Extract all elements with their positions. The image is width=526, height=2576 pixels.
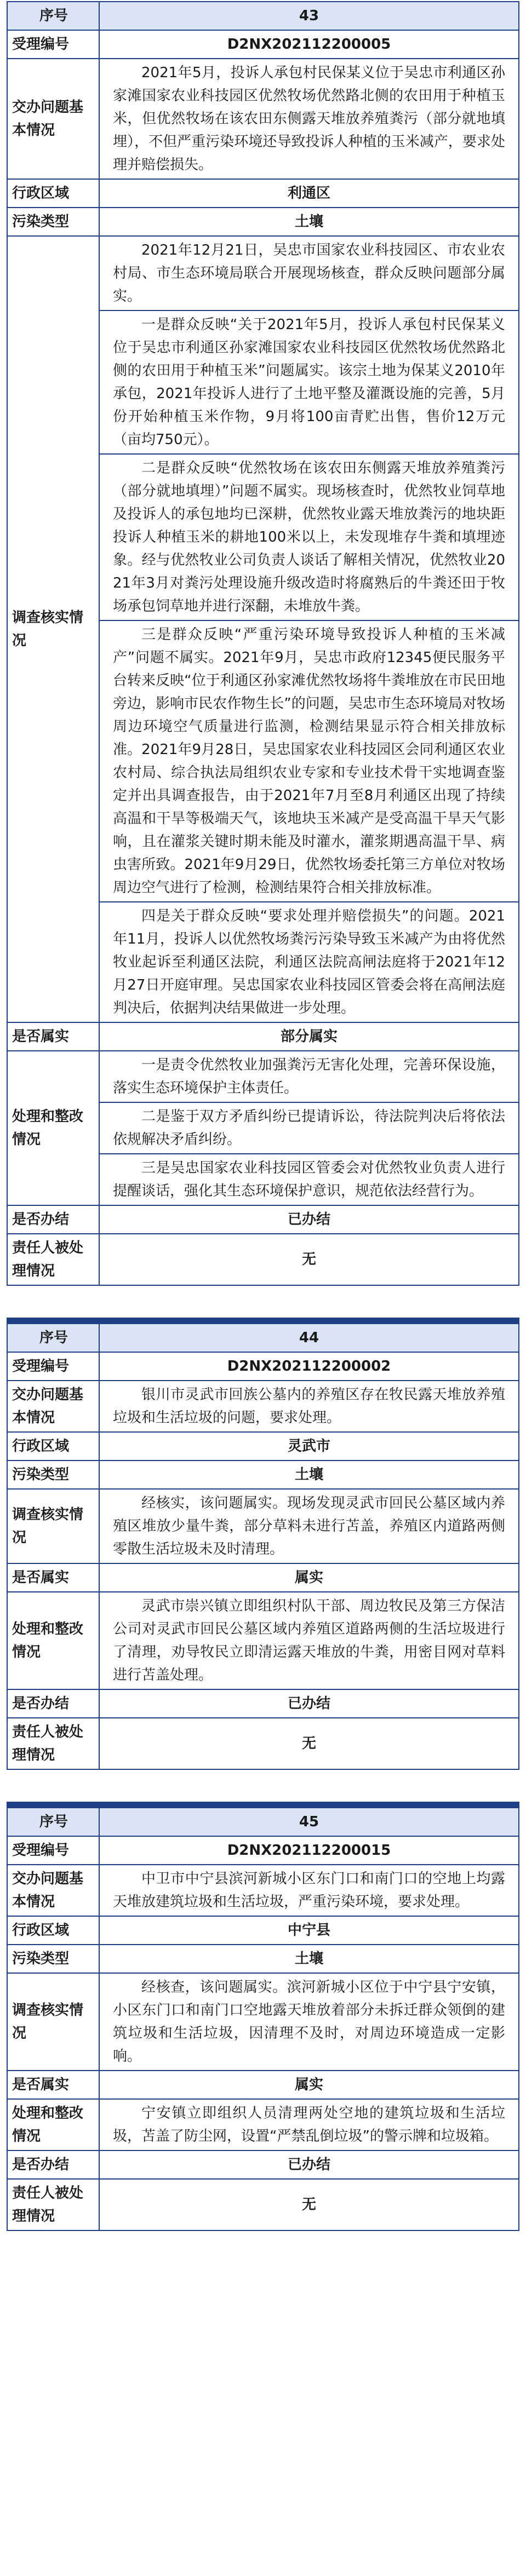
case-no-label: 受理编号: [7, 1836, 99, 1865]
serial-row: [7, 1808, 519, 1836]
case-no-value: D2NX202112200005: [99, 30, 519, 59]
case-no-row: [7, 30, 519, 59]
serial-value: 43: [99, 2, 519, 30]
region-value: 灵武市: [99, 1432, 519, 1461]
serial-label: 序号: [7, 2, 99, 30]
handling-paragraph: 三是吴忠国家农业科技园区管委会对优然牧业负责人进行提醒谈话，强化其生态环境保护意识，规范依法经营行为。: [99, 1154, 519, 1205]
pollution-label: 污染类型: [7, 1461, 99, 1489]
verified-row: [7, 1563, 519, 1592]
accountable-row: [7, 1234, 519, 1285]
section-gap: [0, 1286, 526, 1318]
closed-value: 已办结: [99, 2150, 519, 2179]
case-no-label: 受理编号: [7, 30, 99, 59]
closed-value: 已办结: [99, 1205, 519, 1234]
handling-paragraph: 宁安镇立即组织人员清理两处空地的建筑垃圾和生活垃圾，苫盖了防尘网，设置“严禁乱倒垃圾”的警示牌和垃圾箱。: [99, 2099, 519, 2150]
pollution-value: 土壤: [99, 1945, 519, 1973]
investigation-row-1: [7, 236, 519, 311]
pollution-value: 土壤: [99, 208, 519, 236]
pollution-label: 污染类型: [7, 1945, 99, 1973]
accountable-label: 责任人被处理情况: [7, 1234, 99, 1285]
serial-value: 44: [99, 1324, 519, 1352]
investigation-paragraph: 经核实，该问题属实。现场发现灵武市回民公墓区域内养殖区堆放少量牛粪，部分草料未进行苫盖，养殖区内道路两侧零散生活垃圾未及时清理。: [99, 1489, 519, 1563]
issue-value: 银川市灵武市回族公墓内的养殖区存在牧民露天堆放养殖垃圾和生活垃圾的问题，要求处理。: [99, 1381, 519, 1432]
region-label: 行政区域: [7, 179, 99, 208]
verified-label: 是否属实: [7, 1563, 99, 1592]
investigation-row-1: [7, 1489, 519, 1563]
issue-label: 交办问题基本情况: [7, 59, 99, 179]
region-value: 中宁县: [99, 1916, 519, 1945]
case-no-row: [7, 1352, 519, 1381]
investigation-label: 调查核实情况: [7, 1973, 99, 2071]
case-table-45: [7, 1807, 519, 2231]
case-no-value: D2NX202112200002: [99, 1352, 519, 1381]
accountable-row: [7, 2179, 519, 2230]
handling-paragraph: 一是责令优然牧业加强粪污无害化处理，完善环保设施，落实生态环境保护主体责任。: [99, 1051, 519, 1102]
closed-row: [7, 1689, 519, 1718]
handling-row-1: [7, 1592, 519, 1689]
region-row: [7, 1432, 519, 1461]
handling-label: 处理和整改情况: [7, 1592, 99, 1689]
serial-value: 45: [99, 1808, 519, 1836]
case-no-row: [7, 1836, 519, 1865]
verified-value: 属实: [99, 2071, 519, 2099]
issue-row: [7, 1381, 519, 1432]
verified-row: [7, 2071, 519, 2099]
investigation-paragraph: 四是关于群众反映“要求处理并赔偿损失”的问题。2021年11月，投诉人以优然牧场粪污污染导致玉米减产为由将优然牧业起诉至利通区法院，利通区法院高闸法庭将于2021年12月27日开庭审理。吴忠国家农业科技园区管委会将在高闸法庭判决后，依据判决结果做进一步处理。: [99, 902, 519, 1022]
issue-row: [7, 1865, 519, 1916]
case-table-44: [7, 1323, 519, 1770]
verified-label: 是否属实: [7, 2071, 99, 2099]
handling-paragraph: 二是鉴于双方矛盾纠纷已提请诉讼，待法院判决后将依法依规解决矛盾纠纷。: [99, 1102, 519, 1154]
investigation-label: 调查核实情况: [7, 1489, 99, 1563]
accountable-value: 无: [99, 1234, 519, 1285]
issue-value: 中卫市中宁县滨河新城小区东门口和南门口的空地上均露天堆放建筑垃圾和生活垃圾，严重污染环境，要求处理。: [99, 1865, 519, 1916]
section-divider-bar: [7, 1802, 519, 1807]
accountable-value: 无: [99, 2179, 519, 2230]
pollution-value: 土壤: [99, 1461, 519, 1489]
issue-row: [7, 59, 519, 179]
issue-value: 2021年5月，投诉人承包村民保某义位于吴忠市利通区孙家滩国家农业科技园区优然牧场优然路北侧的农田用于种植玉米，但优然牧场在该农田东侧露天堆放养殖粪污（部分就地填埋），不但严重污染环境还导致投诉人种植的玉米减产，要求处理并赔偿损失。: [99, 59, 519, 179]
pollution-row: [7, 1945, 519, 1973]
accountable-value: 无: [99, 1718, 519, 1769]
serial-label: 序号: [7, 1324, 99, 1352]
region-value: 利通区: [99, 179, 519, 208]
region-label: 行政区域: [7, 1432, 99, 1461]
case-no-value: D2NX202112200015: [99, 1836, 519, 1865]
handling-row-1: [7, 2099, 519, 2150]
investigation-paragraph: 二是群众反映“优然牧场在该农田东侧露天堆放养殖粪污（部分就地填埋）”问题不属实。现场核查时，优然牧业饲草地及投诉人的承包地均已深耕，优然牧业露天堆放粪污的地块距投诉人种植玉米的耕地100米以上，未发现堆存牛粪和填埋迹象。经与优然牧业公司负责人谈话了解相关情况，优然牧业2021年3月对粪污处理设施升级改造时将腐熟后的牛粪还田于牧场承包饲草地并进行深翻，未堆放牛粪。: [99, 454, 519, 620]
closed-row: [7, 1205, 519, 1234]
handling-row-1: [7, 1051, 519, 1102]
closed-value: 已办结: [99, 1689, 519, 1718]
case-no-label: 受理编号: [7, 1352, 99, 1381]
verified-value: 属实: [99, 1563, 519, 1592]
serial-row: [7, 2, 519, 30]
accountable-row: [7, 1718, 519, 1769]
section-gap: [0, 1770, 526, 1802]
serial-label: 序号: [7, 1808, 99, 1836]
handling-label: 处理和整改情况: [7, 1051, 99, 1205]
issue-label: 交办问题基本情况: [7, 1381, 99, 1432]
investigation-paragraph: 经核查，该问题属实。滨河新城小区位于中宁县宁安镇，小区东门口和南门口空地露天堆放着部分未拆迁群众领倒的建筑垃圾和生活垃圾，因清理不及时，对周边环境造成一定影响。: [99, 1973, 519, 2071]
section-divider-bar: [7, 1318, 519, 1323]
handling-paragraph: 灵武市崇兴镇立即组织村队干部、周边牧民及第三方保洁公司对灵武市回民公墓区域内养殖区道路两侧的生活垃圾进行了清理，劝导牧民立即清运露天堆放的牛粪，用密目网对草料进行苫盖处理。: [99, 1592, 519, 1689]
investigation-paragraph: 2021年12月21日，吴忠市国家农业科技园区、市农业农村局、市生态环境局联合开展现场核查，群众反映问题部分属实。: [99, 236, 519, 311]
accountable-label: 责任人被处理情况: [7, 1718, 99, 1769]
accountable-label: 责任人被处理情况: [7, 2179, 99, 2230]
region-row: [7, 179, 519, 208]
verified-value: 部分属实: [99, 1022, 519, 1051]
closed-label: 是否办结: [7, 1205, 99, 1234]
pollution-row: [7, 1461, 519, 1489]
case-table-43: [7, 1, 519, 1286]
verified-row: [7, 1022, 519, 1051]
investigation-label: 调查核实情况: [7, 236, 99, 1022]
investigation-paragraph: 一是群众反映“关于2021年5月，投诉人承包村民保某义位于吴忠市利通区孙家滩国家农业科技园区优然牧场优然路北侧的农田用于种植玉米”问题属实。该宗土地为保某义2010年承包，2021年投诉人进行了土地平整及灌溉设施的完善，5月份开始种植玉米作物，9月将100亩青贮出售，售价12万元（亩均750元）。: [99, 311, 519, 454]
investigation-row-1: [7, 1973, 519, 2071]
region-label: 行政区域: [7, 1916, 99, 1945]
verified-label: 是否属实: [7, 1022, 99, 1051]
serial-row: [7, 1324, 519, 1352]
issue-label: 交办问题基本情况: [7, 1865, 99, 1916]
investigation-paragraph: 三是群众反映“严重污染环境导致投诉人种植的玉米减产”问题不属实。2021年9月，吴忠市政府12345便民服务平台转来反映“位于利通区孙家滩优然牧场将牛粪堆放在市民田地旁边，影响市民农作物生长”的问题，吴忠市生态环境局对牧场周边环境空气质量进行监测，检测结果显示符合相关排放标准。2021年9月28日，吴忠国家农业科技园区会同利通区农业农村局、综合执法局组织农业专家和专业技术骨干实地调查鉴定并出具调查报告，由于2021年7月至8月利通区出现了持续高温和干旱等极端天气，该地块玉米减产是受高温干旱天气影响，且在灌浆关键时期未能及时灌水，灌浆期遇高温干旱、病虫害所致。2021年9月29日，优然牧场委托第三方单位对牧场周边空气进行了检测，检测结果符合相关排放标准。: [99, 620, 519, 902]
closed-label: 是否办结: [7, 1689, 99, 1718]
region-row: [7, 1916, 519, 1945]
handling-label: 处理和整改情况: [7, 2099, 99, 2150]
pollution-row: [7, 208, 519, 236]
pollution-label: 污染类型: [7, 208, 99, 236]
closed-label: 是否办结: [7, 2150, 99, 2179]
closed-row: [7, 2150, 519, 2179]
